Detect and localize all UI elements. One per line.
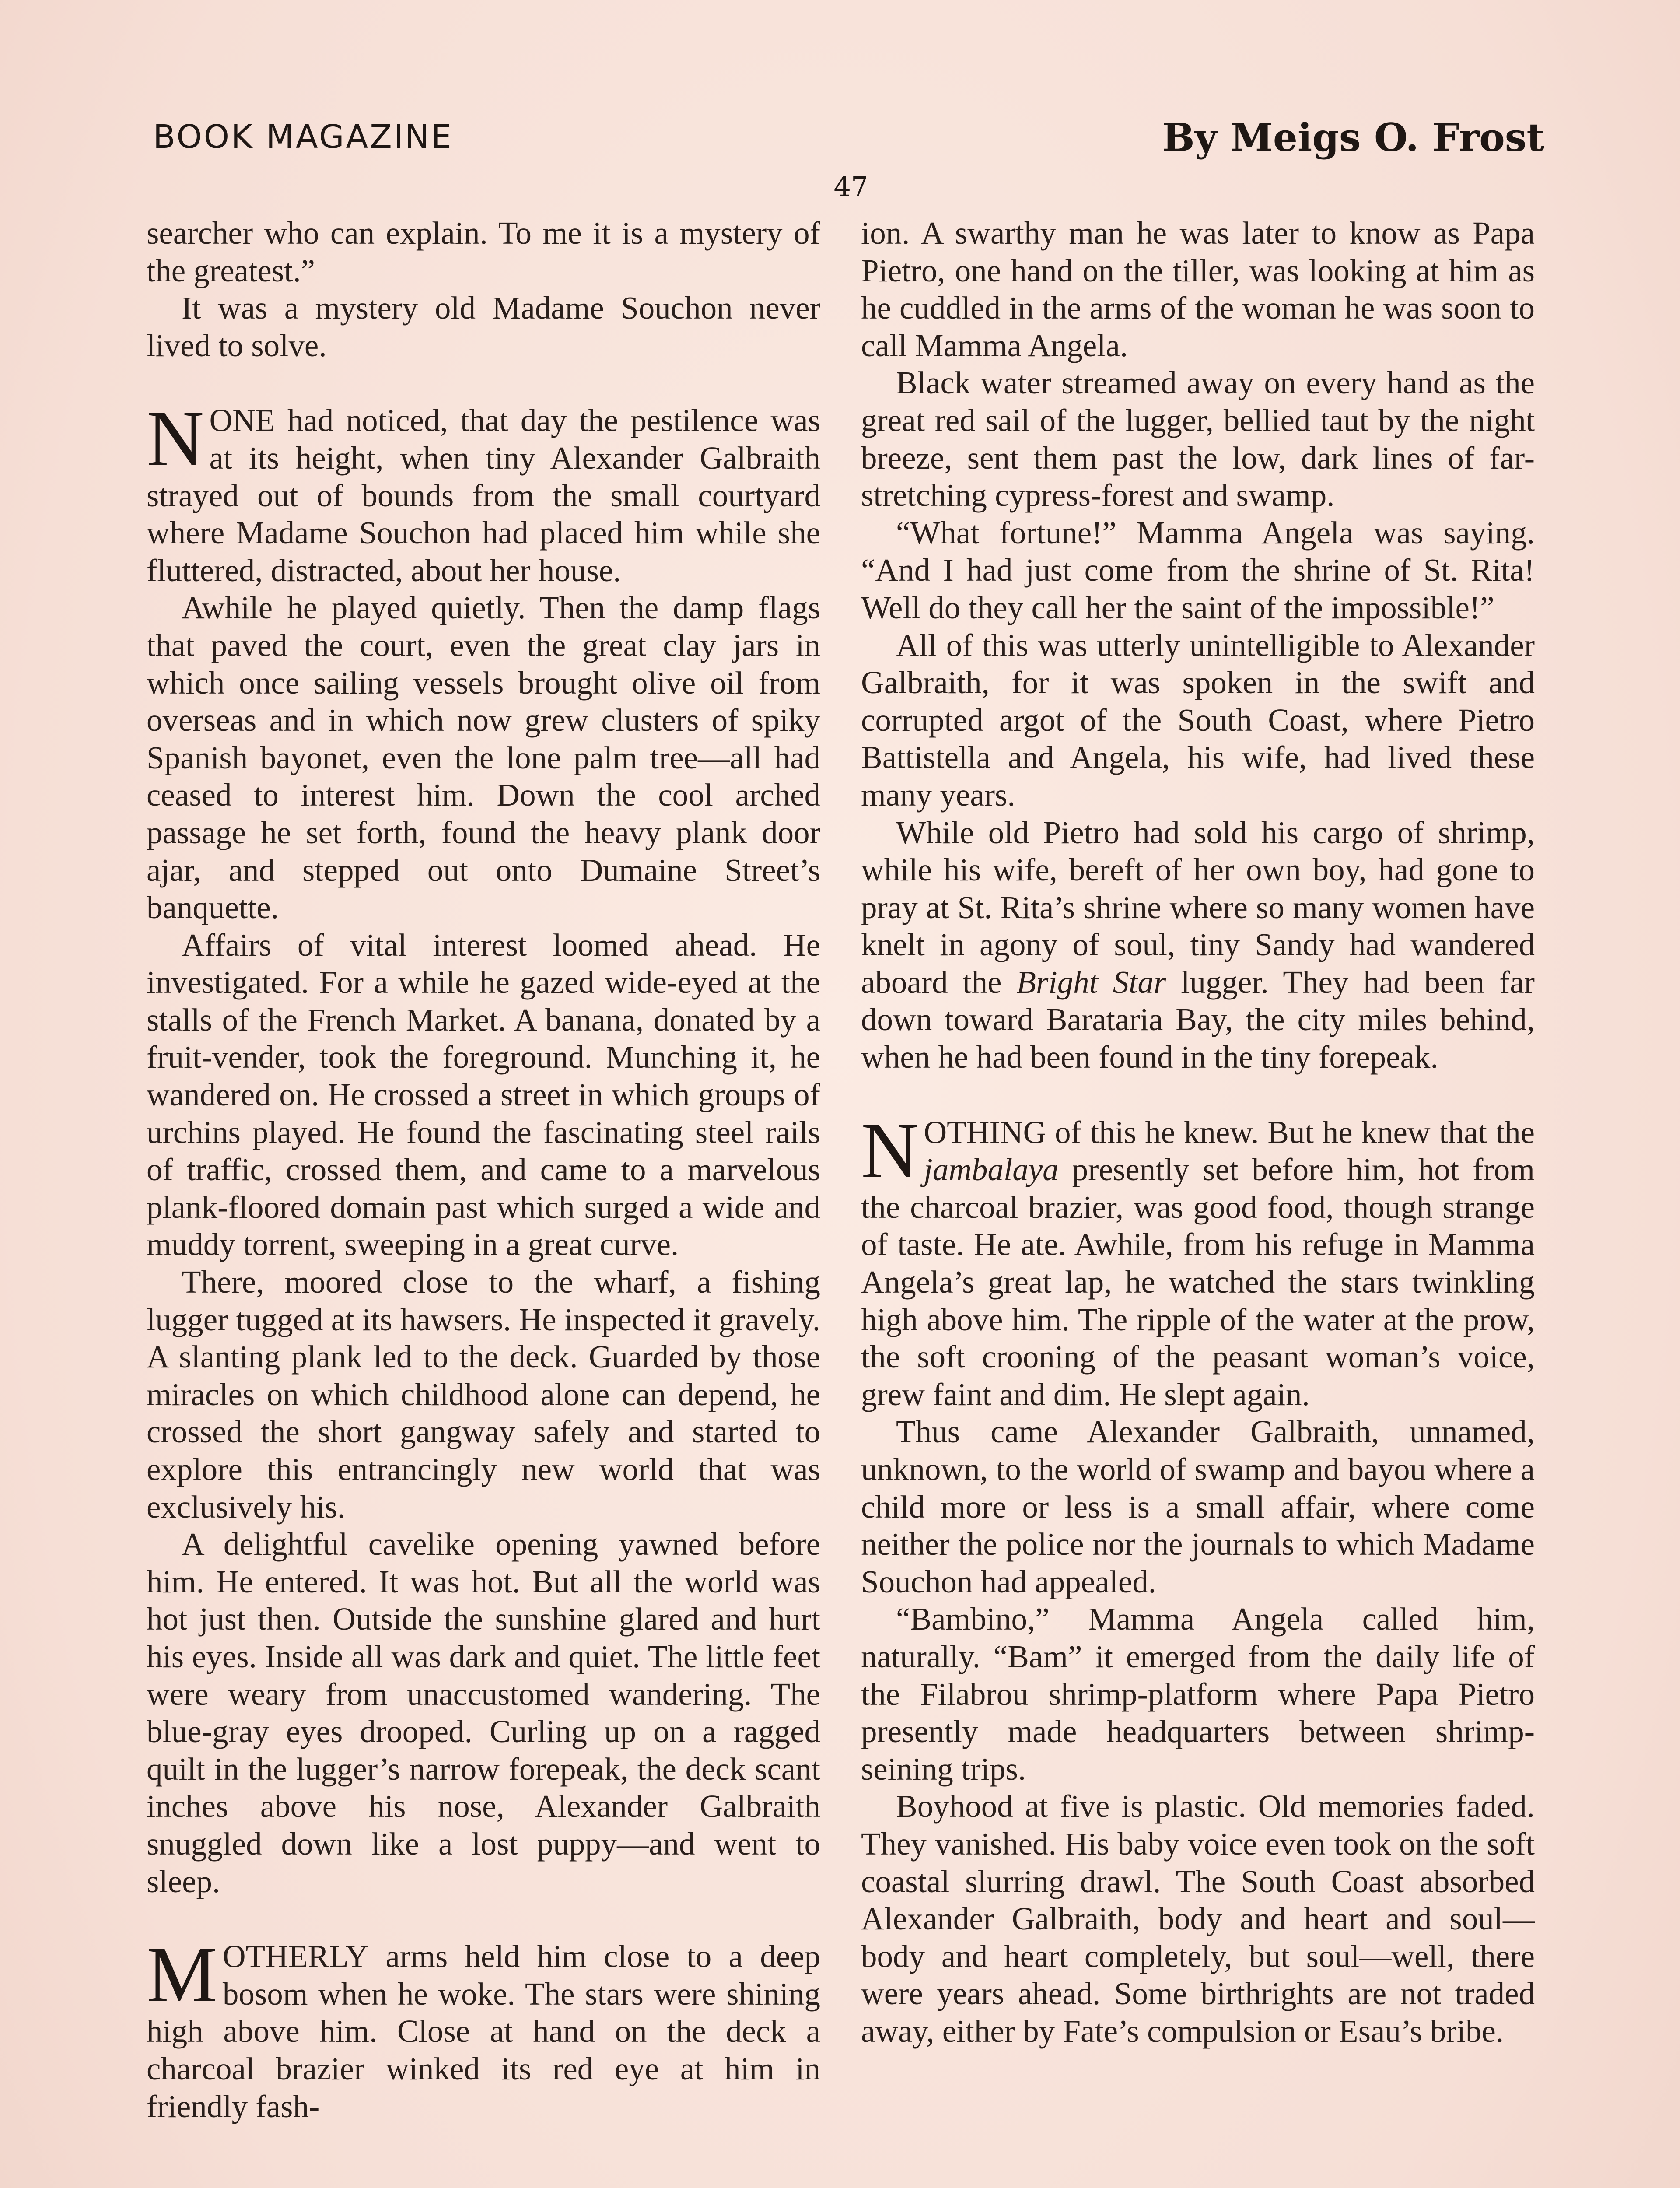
lead-word: OTHERLY (222, 1939, 369, 1974)
boat-name: Bright Star (1016, 964, 1166, 1000)
paragraph: searcher who can explain. To me it is a mystery of the greatest.” (147, 215, 820, 288)
paragraph: All of this was utterly unintelligible to Alexander Galbraith, for it was spoken in the swift and corrupted argot of the South Coast, where Pietro Battistella and Angela, his wife, had lived these many years. (861, 627, 1535, 813)
paragraph: Thus came Alexander Galbraith, unnamed, unknown, to the world of swamp and bayou where a child more or less is a small affair, where come neither the police nor the journals to which Madame Souchon had appealed. (861, 1414, 1535, 1599)
paragraph-text: lugger. They had been far down toward Barataria Bay, the city miles behind, when he had been found in the tiny forepeak. (861, 964, 1535, 1075)
drop-cap: M (147, 1931, 217, 2019)
paragraph: Boyhood at five is plastic. Old memories faded. They vanished. His baby voice even took on the soft coastal slurring drawl. The South Coast absorbed Alexander Galbraith, body and heart and soul—body and heart completely, but soul—well, there were years ahead. Some birthrights are not traded away, either by Fate’s compulsion or Esau’s bribe. (861, 1788, 1535, 2049)
lead-word: ONE (209, 403, 275, 438)
paragraph (861, 814, 1535, 1076)
paragraph-text: presently set before him, hot from the charcoal brazier, was good food, though strange of taste. He ate. Awhile, from his refuge in Mamma Angela’s great lap, he watched the stars twinkling high above him. The ripple of the water at the prow, the soft crooning of the peasant woman’s voice, grew faint and dim. He slept again. (861, 1152, 1535, 1412)
dish-name: jambalaya (924, 1152, 1059, 1188)
left-column (147, 214, 820, 2125)
drop-cap: N (861, 1106, 919, 1195)
paragraph: It was a mystery old Madame Souchon never lived to solve. (147, 290, 820, 363)
paragraph: Affairs of vital interest loomed ahead. He investigated. For a while he gazed wide-eyed at the stalls of the French Market. A banana, donated by a fruit-vender, took the foreground. Munching it, he wandered on. He crossed a street in which groups of urchins played. He found the fascinating steel rails of traffic, crossed them, and came to a marvelous plank-floored domain past which surged a wide and muddy torrent, sweeping in a great curve. (147, 927, 820, 1262)
paragraph: Black water streamed away on every hand as the great red sail of the lugger, bellied taut by the night breeze, sent them past the low, dark lines of far-stretching cypress-forest and swamp. (861, 365, 1535, 513)
section-paragraph (147, 1931, 820, 2125)
paragraph: A delightful cavelike opening yawned before him. He entered. It was hot. But all the world was hot just then. Outside the sunshine glared and hurt his eyes. Inside all was dark and quiet. The little feet were weary from unaccustomed wandering. The blue-gray eyes drooped. Curling up on a ragged quilt in the lugger’s narrow forepeak, the deck scant inches above his nose, Alexander Galbraith snuggled down like a lost puppy—and went to sleep. (147, 1526, 820, 1899)
byline: By Meigs O. Frost (1162, 115, 1544, 160)
paragraph: ion. A swarthy man he was later to know as Papa Pietro, one hand on the tiller, was looking at him as he cuddled in the arms of the woman he was soon to call Mamma Angela. (861, 215, 1535, 363)
paragraph: There, moored close to the wharf, a fishing lugger tugged at its hawsers. He inspected it gravely. A slanting plank led to the deck. Guarded by those miracles on which childhood alone can depend, he crossed the short gangway safely and started to explore this entrancingly new world that was exclusively his. (147, 1264, 820, 1525)
lead-word: OTHING (924, 1114, 1046, 1150)
paragraph: Awhile he played quietly. Then the damp flags that paved the court, even the great clay jars in which once sailing vessels brought olive oil from overseas and in which now grew clusters of spiky Spanish bayonet, even the lone palm tree—all had ceased to interest him. Down the cool arched passage he set forth, found the heavy plank door ajar, and stepped out onto Dumaine Street’s banquette. (147, 590, 820, 926)
right-column (861, 214, 1535, 2050)
section-paragraph (147, 395, 820, 589)
paragraph-text: of this he knew. But he knew that the (1046, 1114, 1535, 1150)
page-number: 47 (833, 171, 868, 203)
drop-cap: N (147, 395, 204, 483)
paragraph: “Bambino,” Mamma Angela called him, naturally. “Bam” it emerged from the daily life of the Filabrou shrimp-platform where Papa Pietro presently made headquarters between shrimp-seining trips. (861, 1601, 1535, 1787)
publication-name: BOOK MAGAZINE (153, 118, 453, 156)
paragraph-text: While old Pietro had sold his cargo of shrimp, while his wife, bereft of her own boy, had gone to pray at St. Rita’s shrine where so many women have knelt in agony of soul, tiny Sandy had wandered aboard the (861, 814, 1535, 1000)
paragraph: “What fortune!” Mamma Angela was saying. “And I had just come from the shrine of St. Rita! Well do they call her the saint of the impossible!” (861, 515, 1535, 625)
section-paragraph (861, 1106, 1535, 1413)
paragraph-text: arms held him close to a deep bosom when he woke. The stars were shining high above him. Close at hand on the deck a charcoal brazier winked its red eye at him in friendly fash- (147, 1939, 820, 2124)
paragraph-text: had noticed, that day the pestilence was at its height, when tiny Alexander Galbraith strayed out of bounds from the small courtyard where Madame Souchon had placed him while she fluttered, distracted, about her house. (147, 403, 820, 588)
